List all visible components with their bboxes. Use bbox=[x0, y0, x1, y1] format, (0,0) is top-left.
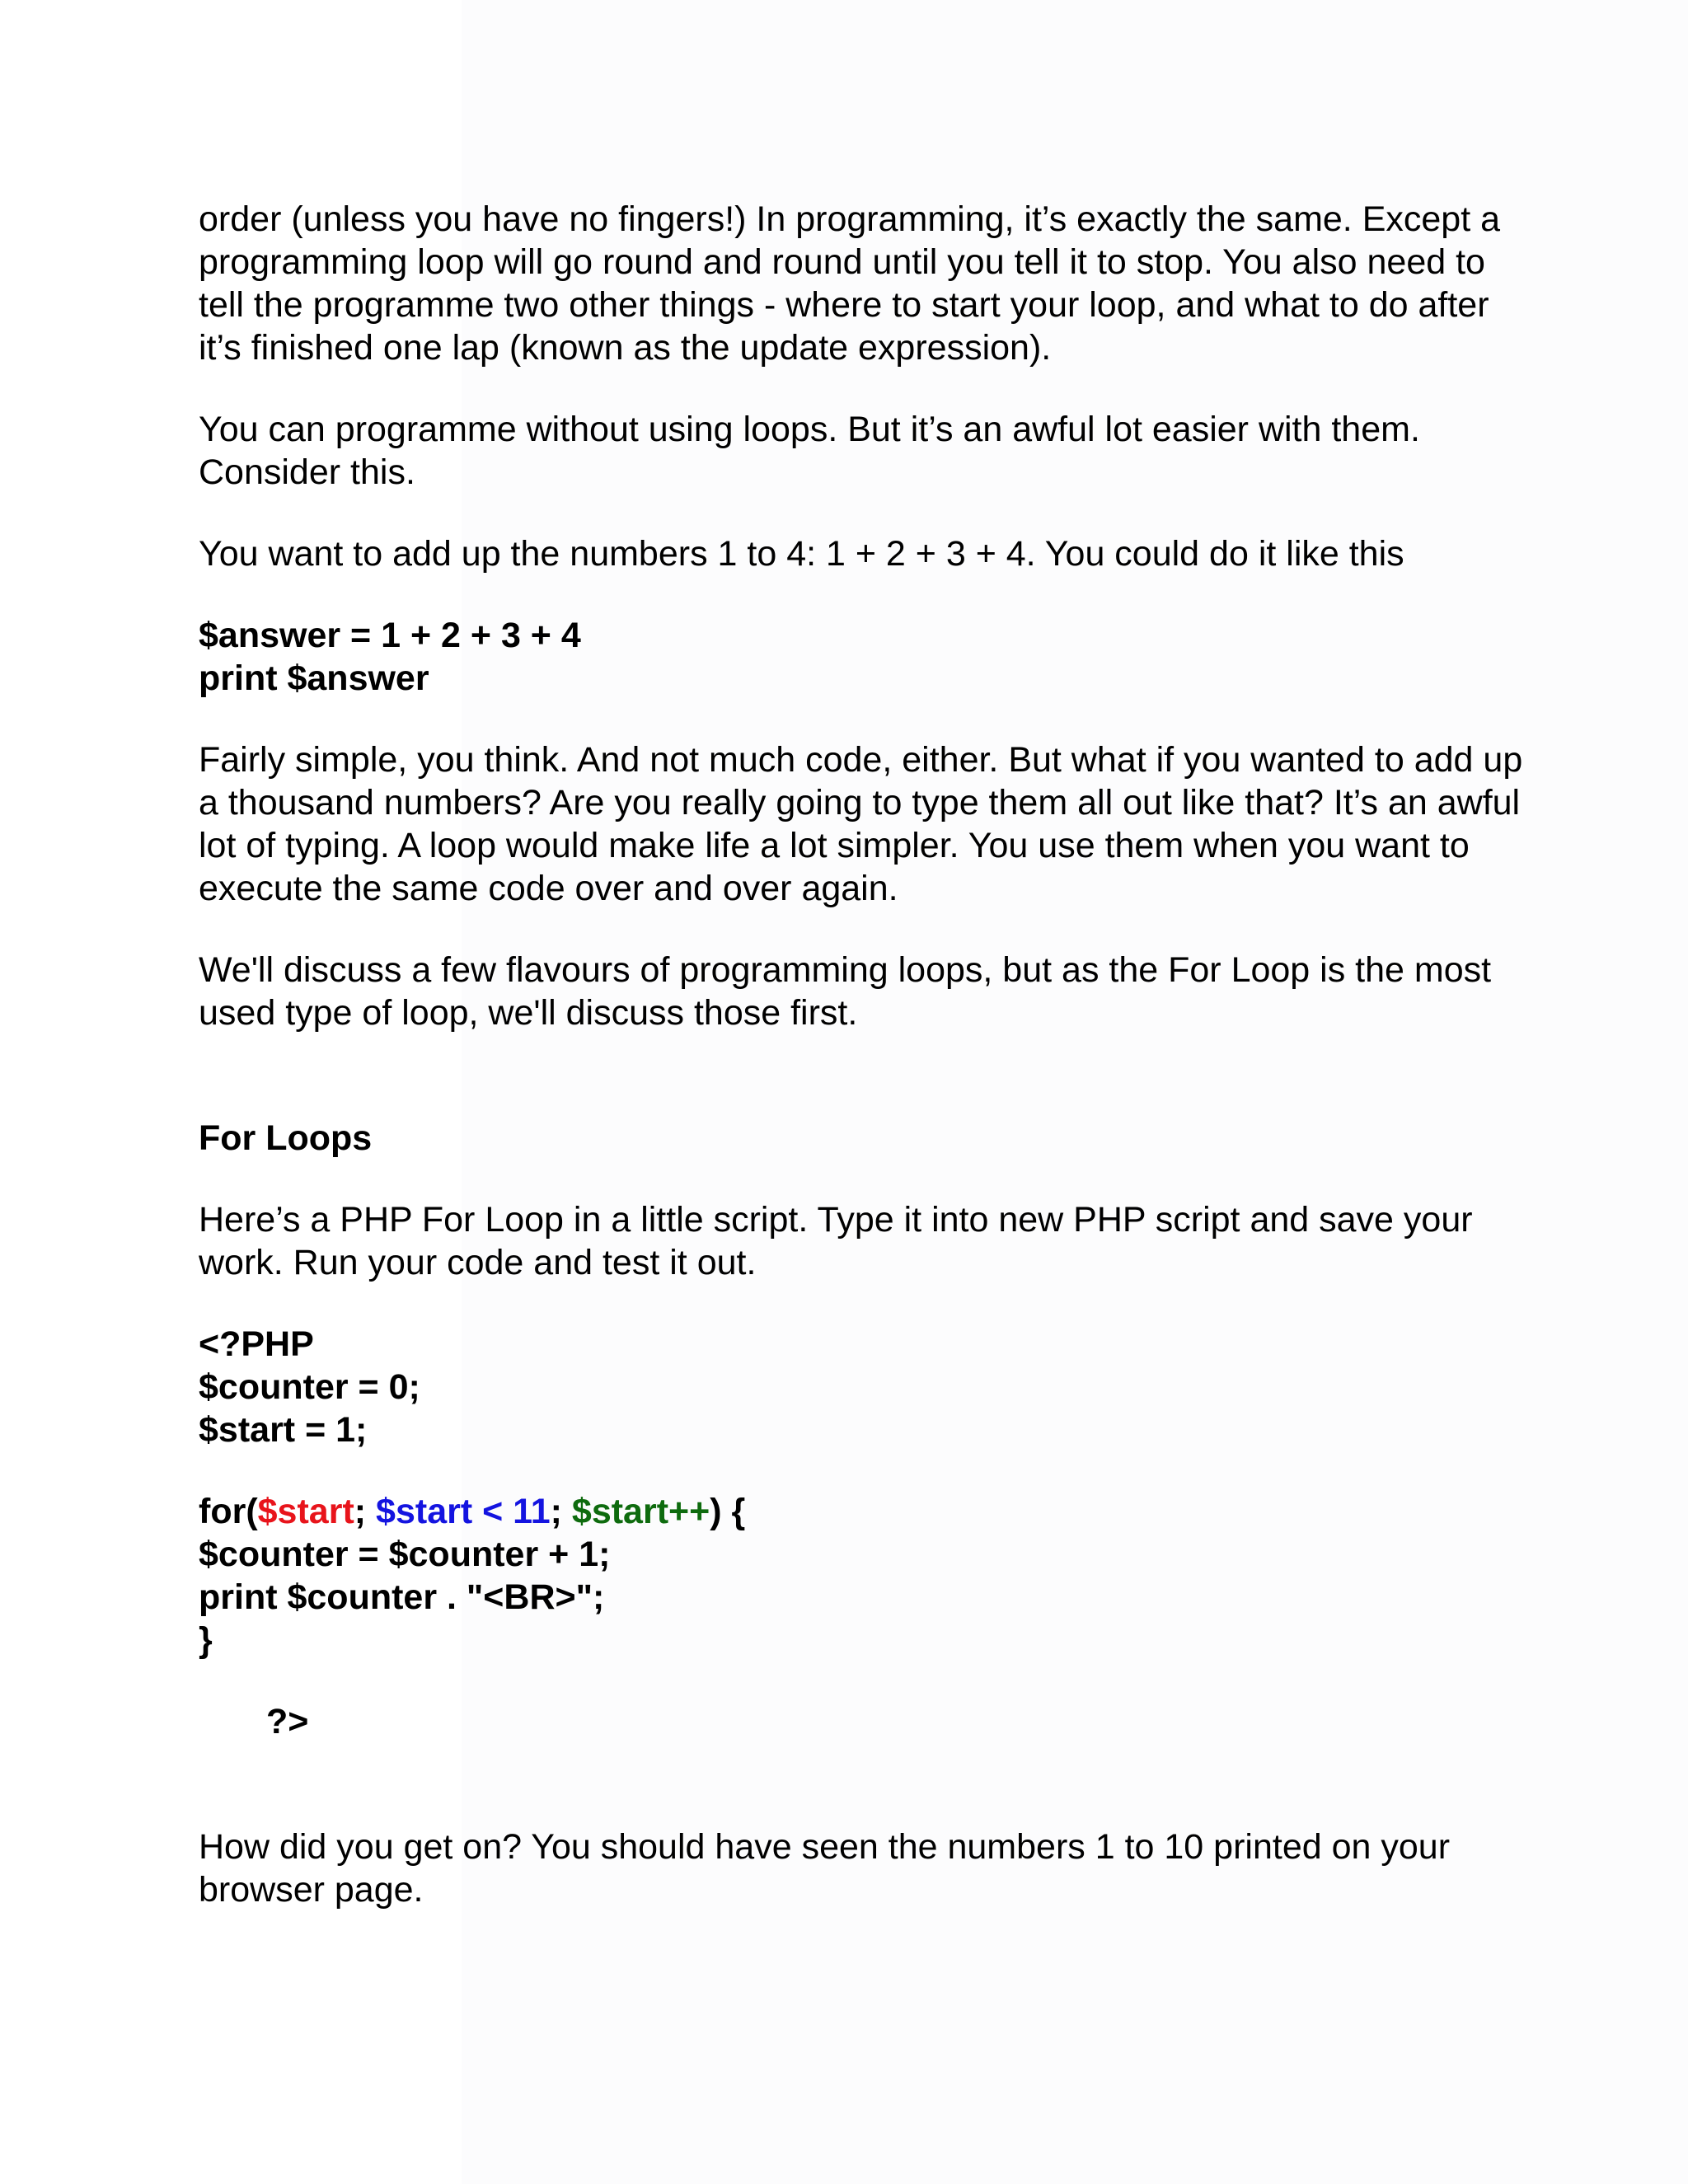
code-block-for-loop bbox=[199, 1490, 1534, 1661]
code-block-answer bbox=[199, 614, 1534, 700]
document-page bbox=[199, 198, 1534, 1950]
code-line: $counter = 0; bbox=[199, 1367, 420, 1407]
paragraph-fairly-simple: Fairly simple, you think. And not much code, either. But what if you wanted to add up a thousand numbers? Are you really going to type them all out like that? It’s an awful lot of typing. A loop would make life a lot simpler. You use them when you want to execute the same code over and over again. bbox=[199, 740, 1523, 908]
for-statement-line bbox=[199, 1490, 1534, 1533]
loop-update: $start++ bbox=[571, 1492, 710, 1531]
for-keyword: for( bbox=[199, 1492, 258, 1531]
code-line: print $counter . "<BR>"; bbox=[199, 1577, 605, 1617]
code-line: print $answer bbox=[199, 658, 429, 698]
code-line: $counter = $counter + 1; bbox=[199, 1535, 611, 1574]
loop-initializer: $start bbox=[257, 1492, 354, 1531]
code-block-php-setup bbox=[199, 1323, 1534, 1451]
for-close: ) { bbox=[710, 1492, 746, 1531]
paragraph-flavours: We'll discuss a few flavours of programming loops, but as the For Loop is the most used type of loop, we'll discuss those first. bbox=[199, 950, 1492, 1033]
php-closing-tag: ?> bbox=[266, 1702, 309, 1741]
paragraph-add-numbers: You want to add up the numbers 1 to 4: 1 + 2 + 3 + 4. You could do it like this bbox=[199, 534, 1404, 574]
paragraph-result: How did you get on? You should have seen the numbers 1 to 10 printed on your browser page. bbox=[199, 1827, 1451, 1910]
paragraph-without-loops: You can programme without using loops. But it’s an awful lot easier with them. Consider this. bbox=[199, 410, 1420, 492]
separator: ; bbox=[550, 1492, 572, 1531]
code-line: $start = 1; bbox=[199, 1410, 368, 1450]
paragraph-php-for-loop: Here’s a PHP For Loop in a little script. Type it into new PHP script and save your work. Run your code and test it out. bbox=[199, 1200, 1473, 1282]
loop-condition: $start < 11 bbox=[376, 1492, 551, 1531]
code-line: <?PHP bbox=[199, 1324, 314, 1364]
section-heading-for-loops: For Loops bbox=[199, 1118, 373, 1158]
code-line: } bbox=[199, 1620, 213, 1660]
paragraph-loop-intro: order (unless you have no fingers!) In programming, it’s exactly the same. Except a programming loop will go round and round until you tell it to stop. You also need to tell the programme two other things - where to start your loop, and what to do after it’s finished one lap (known as the update expression). bbox=[199, 199, 1501, 368]
separator: ; bbox=[354, 1492, 377, 1531]
code-line: $answer = 1 + 2 + 3 + 4 bbox=[199, 616, 581, 655]
